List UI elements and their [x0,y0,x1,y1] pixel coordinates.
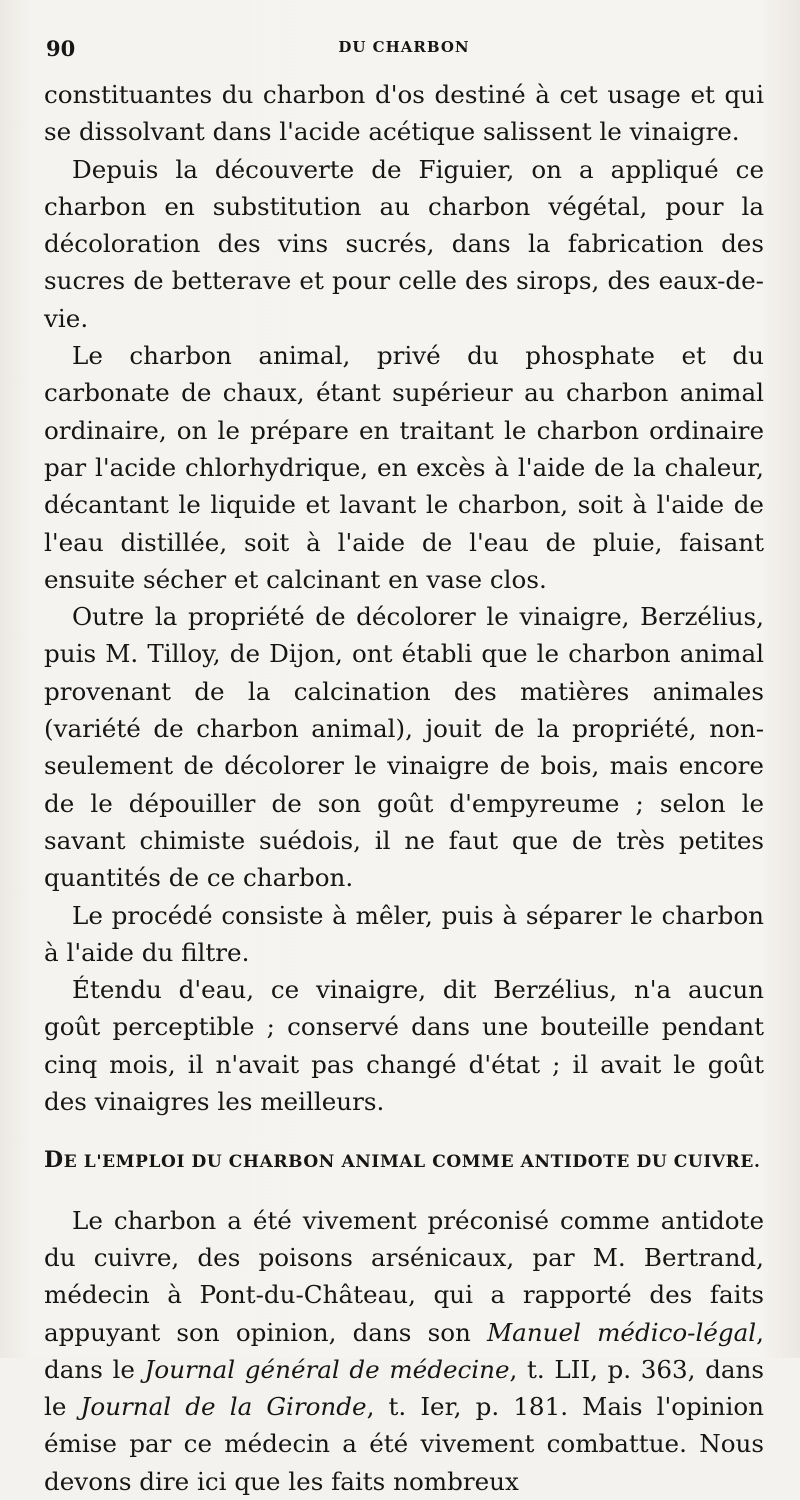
paragraph: Étendu d'eau, ce vinaigre, dit Berzélius, n'a aucun goût perceptible ; conservé dans une bouteille pendant cinq mois, il n'avait pas changé d'état ; il avait le goût des vinaigres les meilleurs. [44,975,764,1117]
page-number: 90 [46,36,76,61]
text-run: , dans le [44,1317,764,1384]
running-title: DU CHARBON [338,38,470,56]
citation-title: Manuel médico-légal [487,1317,757,1347]
paragraph [44,1202,764,1500]
paragraph: Le procédé consiste à mêler, puis à séparer le charbon à l'aide du filtre. [44,900,764,967]
paragraph: Outre la propriété de décolorer le vinaigre, Berzélius, puis M. Tilloy, de Dijon, ont établi que le charbon animal provenant de la calcination des matières animales (variété de charbon animal), jouit de la propriété, non-seulement de décolorer le vinaigre de bois, mais encore de le dépouiller de son goût d'empyreume ; selon le savant chimiste suédois, il ne faut que de très petites quantités de ce charbon. [44,602,764,893]
paragraph: Depuis la découverte de Figuier, on a appliqué ce charbon en substitution au charbon végétal, pour la décoloration des vins sucrés, dans la fabrication des sucres de betterave et pour celle des sirops, des eaux-de-vie. [44,154,764,333]
section-heading [44,1142,764,1181]
citation-title: Journal général de médecine [144,1354,510,1384]
paragraph-continued: constituantes du charbon d'os destiné à cet usage et qui se dissolvant dans l'acide acétique salissent le vinaigre. [44,80,764,147]
text-run: Le charbon a été vivement préconisé comme antidote du cuivre, des poisons arsénicaux, par M. Bertrand, médecin à Pont-du-Château, qui a rapporté des faits appuyant son opinion, dans son [44,1205,764,1347]
paragraph: Le charbon animal, privé du phosphate et du carbonate de chaux, étant supérieur au charbon animal ordinaire, on le prépare en traitant le charbon ordinaire par l'acide chlorhydrique, en excès à l'aide de la chaleur, décantant le liquide et lavant le charbon, soit à l'aide de l'eau distillée, soit à l'aide de l'eau de pluie, faisant ensuite sécher et calcinant en vase clos. [44,341,764,594]
body-text [44,76,764,1500]
text-run: , t. LII, p. 363, dans le [44,1354,764,1422]
section-heading-rest: E L'EMPLOI DU CHARBON ANIMAL COMME ANTIDOTE DU CUIVRE. [63,1152,761,1173]
text-run: , t. Ier, p. 181. Mais l'opinion émise par ce médecin a été vivement combattue. Nous devons dire ici que les faits nombreux [44,1392,764,1496]
citation-title: Journal de la Gironde [80,1392,367,1422]
page-header [44,30,764,76]
section-heading-initial: D [44,1147,64,1174]
